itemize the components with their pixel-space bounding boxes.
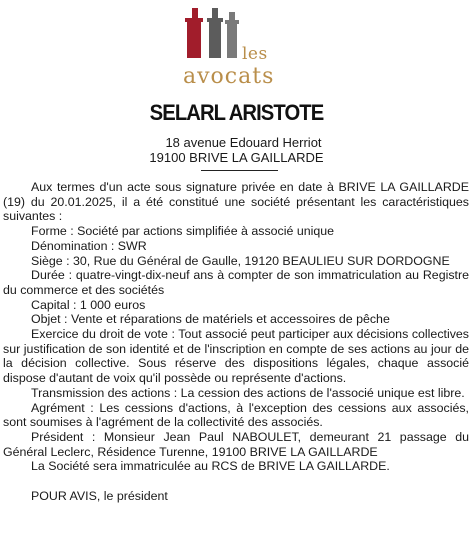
paragraph-vote: Exercice du droit de vote : Tout associé peut participer aux décisions collectives sur justification de son identité et de l'inscription en compte de ses actions au jour de la décision collective. Sous réserve des dispositions légales, chaque associé dispose d'autant de voix qu'il possède ou représente d'actions. [3, 327, 469, 386]
paragraph-denomination: Dénomination : SWR [31, 238, 147, 253]
logo-avocats-text: avocats [183, 64, 275, 89]
paragraph-signature: POUR AVIS, le président [31, 488, 168, 503]
les-avocats-logo [183, 6, 293, 94]
logo-les-text: les [242, 44, 268, 64]
address-city: 19100 BRIVE LA GAILLARDE [149, 150, 324, 165]
blank-line [3, 474, 469, 489]
paragraph-capital: Capital : 1 000 euros [31, 297, 146, 312]
paragraph-objet: Objet : Vente et réparations de matériels et accessoires de pêche [31, 312, 390, 327]
paragraph-president: Président : Monsieur Jean Paul NABOULET, demeurant 21 passage du Général Leclerc, Résidence Turenne, 19100 BRIVE LA GAILLARDE [3, 429, 469, 459]
paragraph-agrement: Agrément : Les cessions d'actions, à l'exception des cessions aux associés, sont soumises à l'agrément de la collectivité des associés. [3, 400, 469, 430]
company-name: SELARL ARISTOTE [149, 100, 324, 125]
paragraph-siege: Siège : 30, Rue du Général de Gaulle, 19120 BEAULIEU SUR DORDOGNE [31, 253, 450, 268]
address-street: 18 avenue Edouard Herriot [165, 135, 322, 150]
legal-notice-body [3, 180, 469, 503]
paragraph-rcs: La Société sera immatriculée au RCS de BRIVE LA GAILLARDE. [31, 459, 390, 474]
paragraph-intro: Aux termes d'un acte sous signature privée en date à BRIVE LA GAILLARDE (19) du 20.01.2025, il a été constitué une société présentant les caractéristiques suivantes : [3, 180, 469, 224]
paragraph-forme: Forme : Société par actions simplifiée à associé unique [31, 224, 335, 239]
paragraph-transmission: Transmission des actions : La cession des actions de l'associé unique est libre. [31, 385, 465, 400]
divider [201, 170, 278, 171]
paragraph-duree: Durée : quatre-vingt-dix-neuf ans à compter de son immatriculation au Registre du commerce et des sociétés [3, 268, 469, 297]
